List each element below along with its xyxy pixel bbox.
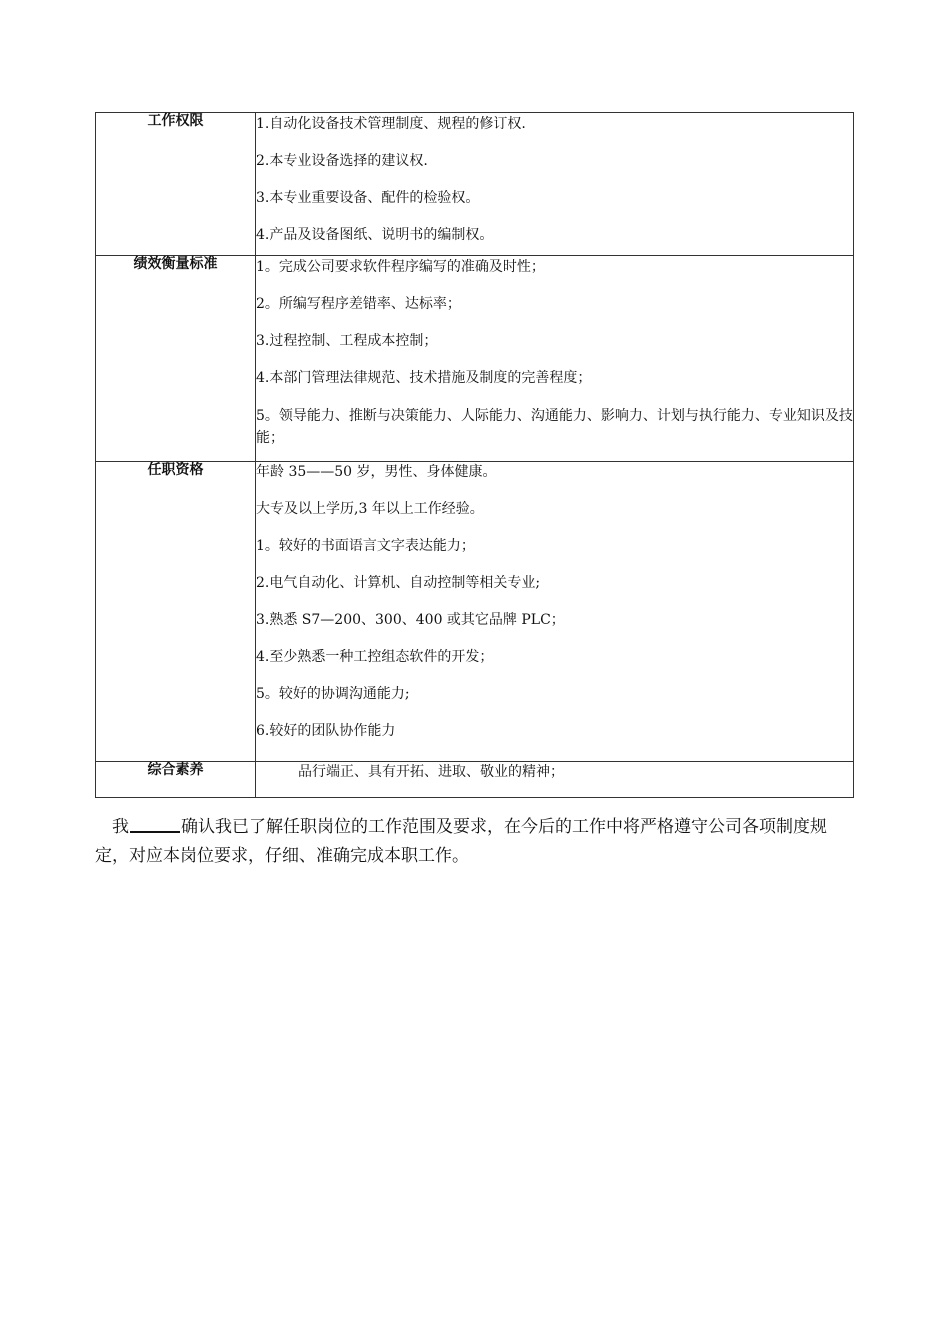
list-item: 5。较好的协调沟通能力; bbox=[256, 686, 410, 702]
list-item: 4.本部门管理法律规范、技术措施及制度的完善程度； bbox=[256, 370, 592, 386]
list-item: 品行端正、具有开拓、进取、敬业的精神； bbox=[298, 764, 564, 780]
table-row-general-quality bbox=[96, 762, 854, 798]
list-item: 2.本专业设备选择的建议权. bbox=[256, 153, 428, 169]
row-content-general-quality bbox=[256, 762, 854, 798]
list-item: 1。较好的书面语言文字表达能力； bbox=[256, 538, 475, 554]
job-description-table bbox=[95, 112, 854, 798]
list-item: 1.自动化设备技术管理制度、规程的修订权. bbox=[256, 116, 526, 132]
row-label-performance-standards: 绩效衡量标准 bbox=[96, 256, 256, 462]
table-row-work-authority bbox=[96, 113, 854, 256]
row-label-general-quality: 综合素养 bbox=[96, 762, 256, 798]
table-row-performance-standards bbox=[96, 256, 854, 462]
list-item: 3.过程控制、工程成本控制； bbox=[256, 333, 438, 349]
row-content-performance-standards bbox=[256, 256, 854, 462]
list-item: 4.至少熟悉一种工控组态软件的开发； bbox=[256, 649, 494, 665]
list-item: 大专及以上学历,3 年以上工作经验。 bbox=[256, 501, 484, 517]
row-content-qualifications bbox=[256, 462, 854, 762]
list-item: 2。所编写程序差错率、达标率； bbox=[256, 296, 461, 312]
list-item: 2.电气自动化、计算机、自动控制等相关专业; bbox=[256, 575, 541, 591]
list-item: 5。领导能力、推断与决策能力、人际能力、沟通能力、影响力、计划与执行能力、专业知识及技能； bbox=[256, 408, 853, 446]
row-content-work-authority bbox=[256, 113, 854, 256]
list-item: 1。完成公司要求软件程序编写的准确及时性； bbox=[256, 259, 545, 275]
row-label-work-authority: 工作权限 bbox=[96, 113, 256, 256]
list-item: 3.熟悉 S7—200、300、400 或其它品牌 PLC； bbox=[256, 612, 565, 628]
confirmation-text: 确认我已了解任职岗位的工作范围及要求，在今后的工作中将严格遵守公司各项制度规定，对应本岗位要求，仔细、准确完成本职工作。 bbox=[95, 817, 827, 866]
list-item: 4.产品及设备图纸、说明书的编制权。 bbox=[256, 227, 494, 243]
list-item: 3.本专业重要设备、配件的检验权。 bbox=[256, 190, 480, 206]
name-blank bbox=[130, 813, 180, 833]
confirmation-prefix: 我 bbox=[112, 817, 129, 837]
list-item: 6.较好的团队协作能力 bbox=[256, 723, 396, 739]
confirmation-statement bbox=[95, 813, 855, 871]
table-row-qualifications bbox=[96, 462, 854, 762]
row-label-qualifications: 任职资格 bbox=[96, 462, 256, 762]
list-item: 年龄 35——50 岁，男性、身体健康。 bbox=[256, 464, 497, 480]
